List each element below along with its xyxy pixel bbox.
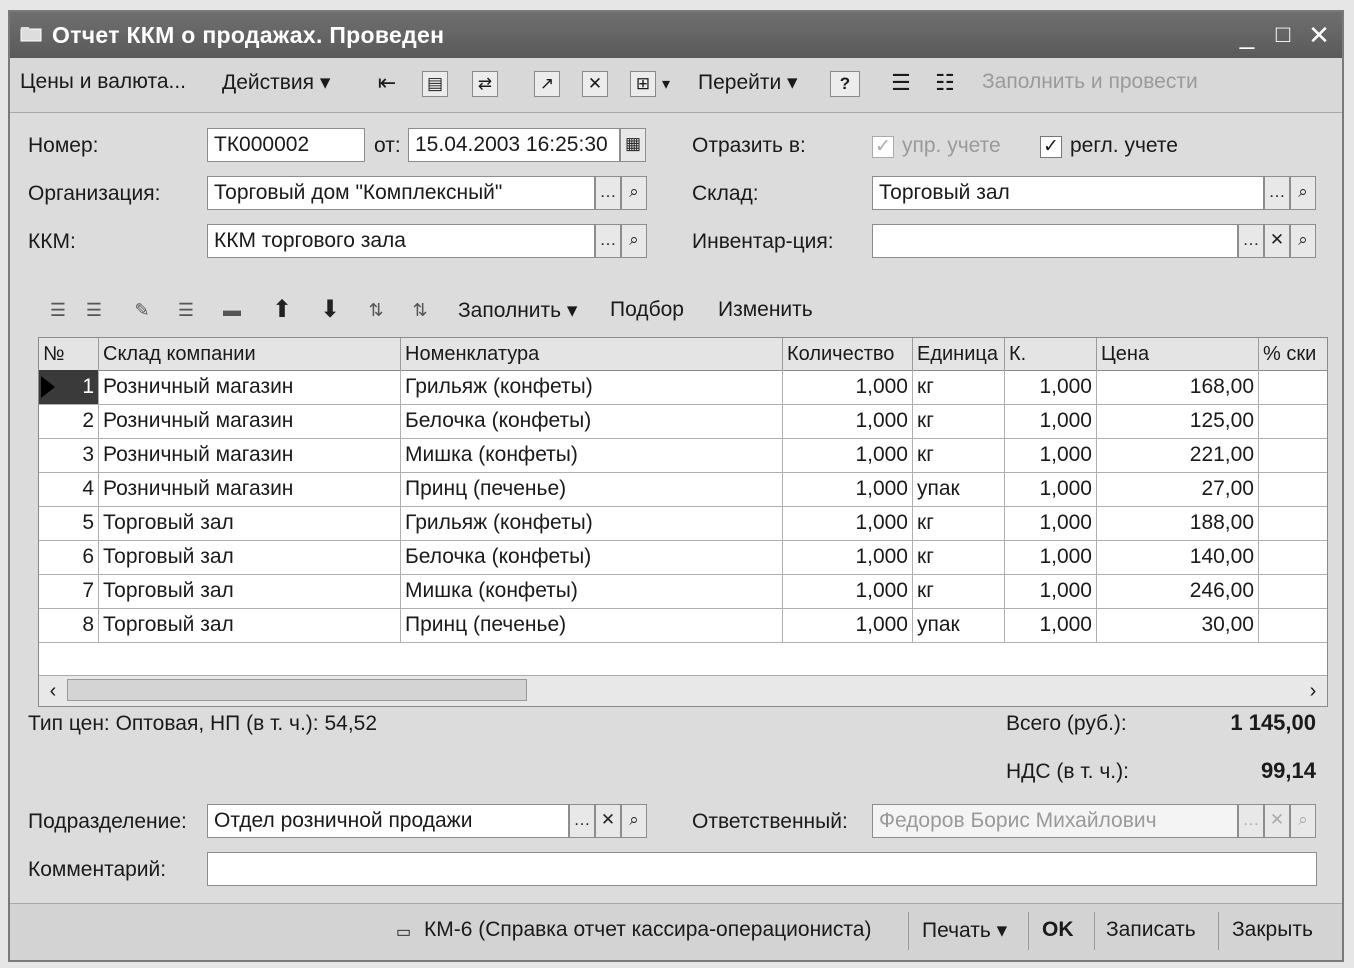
table-toolbar [38,290,1328,334]
col-header-unit[interactable]: Единица [913,338,1005,370]
cell-number[interactable]: 5 [39,506,99,540]
row-number-text: 1 [82,375,94,398]
edit-row-icon[interactable]: ✎ [134,300,150,320]
org-search-icon[interactable]: ⌕ [621,176,647,210]
cell-quantity[interactable]: 1,000 [783,370,913,404]
cell-discount[interactable] [1259,574,1328,608]
cell-item[interactable]: Принц (печенье) [401,472,783,506]
kkm-label: ККМ: [28,230,76,253]
cell-warehouse[interactable]: Розничный магазин [99,472,401,506]
cell-warehouse[interactable]: Торговый зал [99,506,401,540]
structure-dropdown-icon[interactable]: ▾ [662,76,671,93]
kkm-search-icon[interactable]: ⌕ [621,224,647,258]
change-button[interactable]: Изменить [718,298,813,321]
number-field[interactable]: ТК000002 [207,128,365,162]
table-row[interactable] [39,540,1327,575]
org-select-button[interactable]: … [595,176,621,210]
cell-warehouse[interactable]: Торговый зал [99,608,401,642]
move-up-icon[interactable]: ⬆ [271,296,293,323]
move-down-icon[interactable]: ⬇ [319,296,341,323]
table-row[interactable] [39,506,1327,541]
division-select-button[interactable]: … [569,804,595,838]
cell-unit[interactable]: упак [913,608,1005,642]
post-document-icon[interactable]: ↗ [534,71,560,97]
responsible-search-icon[interactable]: ⌕ [1290,804,1316,838]
table-header [39,338,1327,371]
scroll-right-icon[interactable]: › [1309,680,1317,702]
inventory-select-button[interactable]: … [1238,224,1264,258]
division-label: Подразделение: [28,810,187,833]
calendar-icon[interactable]: ▦ [620,128,646,162]
scroll-left-icon[interactable]: ‹ [49,680,57,702]
cell-coef[interactable]: 1,000 [1005,574,1097,608]
vat-value: 99,14 [1260,758,1316,783]
inventory-label: Инвентар-ция: [692,230,834,253]
sort-asc-icon[interactable]: ⇅ [368,300,384,320]
close-window-button[interactable]: ✕ [1308,20,1330,50]
fill-post-icon[interactable]: ☷ [935,70,955,95]
cell-number[interactable]: 2 [39,404,99,438]
cell-item[interactable]: Принц (печенье) [401,608,783,642]
cell-price[interactable]: 221,00 [1097,438,1259,472]
warehouse-search-icon[interactable]: ⌕ [1290,176,1316,210]
mgmt-accounting-checkbox[interactable]: ✓ [872,136,894,158]
cell-quantity[interactable]: 1,000 [783,540,913,574]
cell-price[interactable]: 188,00 [1097,506,1259,540]
col-header-coef[interactable]: К. [1005,338,1097,370]
cell-coef[interactable]: 1,000 [1005,608,1097,642]
cell-discount[interactable] [1259,370,1328,404]
cell-quantity[interactable]: 1,000 [783,438,913,472]
table-row[interactable] [39,438,1327,473]
cell-item[interactable]: Мишка (конфеты) [401,574,783,608]
structure-icon[interactable]: ⊞ [630,71,656,97]
table-row[interactable] [39,574,1327,609]
warehouse-label: Склад: [692,182,759,205]
cell-number[interactable]: 4 [39,472,99,506]
separator [1028,912,1029,950]
col-header-quantity[interactable]: Количество [783,338,913,370]
table-row[interactable] [39,404,1327,439]
close-button[interactable]: Закрыть [1232,918,1313,941]
division-field[interactable]: Отдел розничной продажи [207,804,569,838]
cell-discount[interactable] [1259,472,1328,506]
organization-field[interactable]: Торговый дом "Комплексный" [207,176,595,210]
add-row-icon[interactable]: ☰ [49,300,67,320]
cell-warehouse[interactable]: Розничный магазин [99,404,401,438]
minimize-button[interactable]: _ [1239,20,1255,50]
maximize-button[interactable]: □ [1275,21,1291,48]
col-header-warehouse[interactable]: Склад компании [99,338,401,370]
reg-accounting-checkbox[interactable]: ✓ [1040,136,1062,158]
goods-table [38,337,1328,707]
inventory-search-icon[interactable]: ⌕ [1290,224,1316,258]
mgmt-accounting-label: упр. учете [902,134,1001,157]
division-clear-icon[interactable]: ✕ [595,804,621,838]
cell-coef[interactable]: 1,000 [1005,404,1097,438]
cell-quantity[interactable]: 1,000 [783,472,913,506]
bottom-action-bar [10,903,1342,960]
cell-item[interactable]: Грильяж (конфеты) [401,506,783,540]
title-bar [10,12,1342,58]
prices-currency-button[interactable]: Цены и валюта... [20,70,187,93]
reg-accounting-label: регл. учете [1070,134,1178,157]
number-label: Номер: [28,134,99,157]
total-label: Всего (руб.): [1006,712,1127,735]
document-icon [20,26,42,42]
help-button[interactable]: ? [830,71,860,97]
total-value: 1 145,00 [1230,710,1316,735]
cell-quantity[interactable]: 1,000 [783,574,913,608]
cell-coef[interactable]: 1,000 [1005,540,1097,574]
save-button[interactable]: Записать [1106,918,1196,941]
inventory-clear-icon[interactable]: ✕ [1264,224,1290,258]
cell-unit[interactable]: кг [913,404,1005,438]
cell-price[interactable]: 125,00 [1097,404,1259,438]
cell-warehouse[interactable]: Торговый зал [99,540,401,574]
warehouse-field[interactable]: Торговый зал [872,176,1264,210]
cell-discount[interactable] [1259,540,1328,574]
responsible-clear-icon[interactable]: ✕ [1264,804,1290,838]
ok-button[interactable]: OK [1042,918,1074,941]
fill-menu[interactable]: Заполнить ▾ [458,299,578,322]
back-arrow-icon[interactable]: ⇤ [377,70,397,95]
pick-button[interactable]: Подбор [610,298,684,321]
cell-price[interactable]: 30,00 [1097,608,1259,642]
kkm-select-button[interactable]: … [595,224,621,258]
cell-discount[interactable] [1259,608,1328,642]
copy-row-icon[interactable]: ☰ [85,300,103,320]
cell-unit[interactable]: кг [913,370,1005,404]
price-type-info: Тип цен: Оптовая, НП (в т. ч.): 54,52 [28,712,378,735]
comment-label: Комментарий: [28,858,167,881]
cell-number[interactable]: 8 [39,608,99,642]
cell-coef[interactable]: 1,000 [1005,438,1097,472]
responsible-select-button[interactable]: … [1238,804,1264,838]
cell-unit[interactable]: кг [913,506,1005,540]
responsible-field[interactable]: Федоров Борис Михайлович [872,804,1238,838]
cell-item[interactable]: Грильяж (конфеты) [401,370,783,404]
separator [1218,912,1219,950]
date-field[interactable]: 15.04.2003 16:25:30 [408,128,620,162]
vat-label: НДС (в т. ч.): [1006,760,1129,783]
cell-price[interactable]: 27,00 [1097,472,1259,506]
cell-price[interactable]: 168,00 [1097,370,1259,404]
separator [908,912,909,950]
list-view-icon[interactable]: ☰ [891,70,911,95]
division-search-icon[interactable]: ⌕ [621,804,647,838]
organization-label: Организация: [28,182,161,205]
cell-unit[interactable]: кг [913,540,1005,574]
fill-and-post-button[interactable]: Заполнить и провести [982,70,1198,93]
inventory-field[interactable] [872,224,1238,258]
document-window [8,10,1344,962]
cell-unit[interactable]: кг [913,438,1005,472]
end-edit-icon[interactable]: ▬ [223,300,241,320]
responsible-label: Ответственный: [692,810,848,833]
sort-desc-icon[interactable]: ⇅ [412,300,428,320]
delete-row-icon[interactable]: ☰ [177,300,195,320]
cell-discount[interactable] [1259,438,1328,472]
cell-number[interactable]: 3 [39,438,99,472]
cell-item[interactable]: Белочка (конфеты) [401,540,783,574]
cell-price[interactable]: 140,00 [1097,540,1259,574]
cell-item[interactable]: Мишка (конфеты) [401,438,783,472]
goto-menu[interactable]: Перейти ▾ [698,71,798,94]
print-menu[interactable]: Печать ▾ [922,919,1008,942]
reflect-label: Отразить в: [692,134,806,157]
comment-field[interactable] [207,852,1317,886]
table-row[interactable] [39,608,1327,643]
cell-coef[interactable]: 1,000 [1005,506,1097,540]
date-from-label: от: [374,134,401,157]
km6-print-button[interactable]: КМ-6 (Справка отчет кассира-операциониста) [424,918,872,941]
table-row[interactable] [39,472,1327,507]
cell-coef[interactable]: 1,000 [1005,370,1097,404]
separator [1094,912,1095,950]
cell-discount[interactable] [1259,404,1328,438]
col-header-price[interactable]: Цена [1097,338,1259,370]
scrollbar-thumb[interactable] [67,679,527,701]
cell-quantity[interactable]: 1,000 [783,404,913,438]
copy-icon[interactable]: ▤ [422,71,448,97]
printer-icon[interactable]: ▭ [396,924,412,941]
main-toolbar [10,58,1342,113]
warehouse-select-button[interactable]: … [1264,176,1290,210]
cell-discount[interactable] [1259,506,1328,540]
cell-coef[interactable]: 1,000 [1005,472,1097,506]
col-header-number[interactable]: № [39,338,99,370]
kkm-field[interactable]: ККМ торгового зала [207,224,595,258]
current-row-marker-icon [41,376,55,398]
cell-warehouse[interactable]: Розничный магазин [99,438,401,472]
cell-item[interactable]: Белочка (конфеты) [401,404,783,438]
cell-number[interactable] [39,370,99,404]
cell-unit[interactable]: кг [913,574,1005,608]
col-header-discount[interactable]: % ски [1263,343,1317,365]
cell-number[interactable]: 6 [39,540,99,574]
cell-quantity[interactable]: 1,000 [783,506,913,540]
cell-warehouse[interactable]: Розничный магазин [99,370,401,404]
table-row[interactable] [39,370,1327,405]
horizontal-scrollbar[interactable] [39,675,1327,706]
col-header-item[interactable]: Номенклатура [401,338,783,370]
cell-price[interactable]: 246,00 [1097,574,1259,608]
cell-quantity[interactable]: 1,000 [783,608,913,642]
actions-menu[interactable]: Действия ▾ [222,71,331,94]
cell-unit[interactable]: упак [913,472,1005,506]
cell-warehouse[interactable]: Торговый зал [99,574,401,608]
unpost-document-icon[interactable]: ✕ [582,71,608,97]
window-title: Отчет ККМ о продажах. Проведен [52,22,445,48]
cell-number[interactable]: 7 [39,574,99,608]
move-icon[interactable]: ⇄ [472,71,498,97]
